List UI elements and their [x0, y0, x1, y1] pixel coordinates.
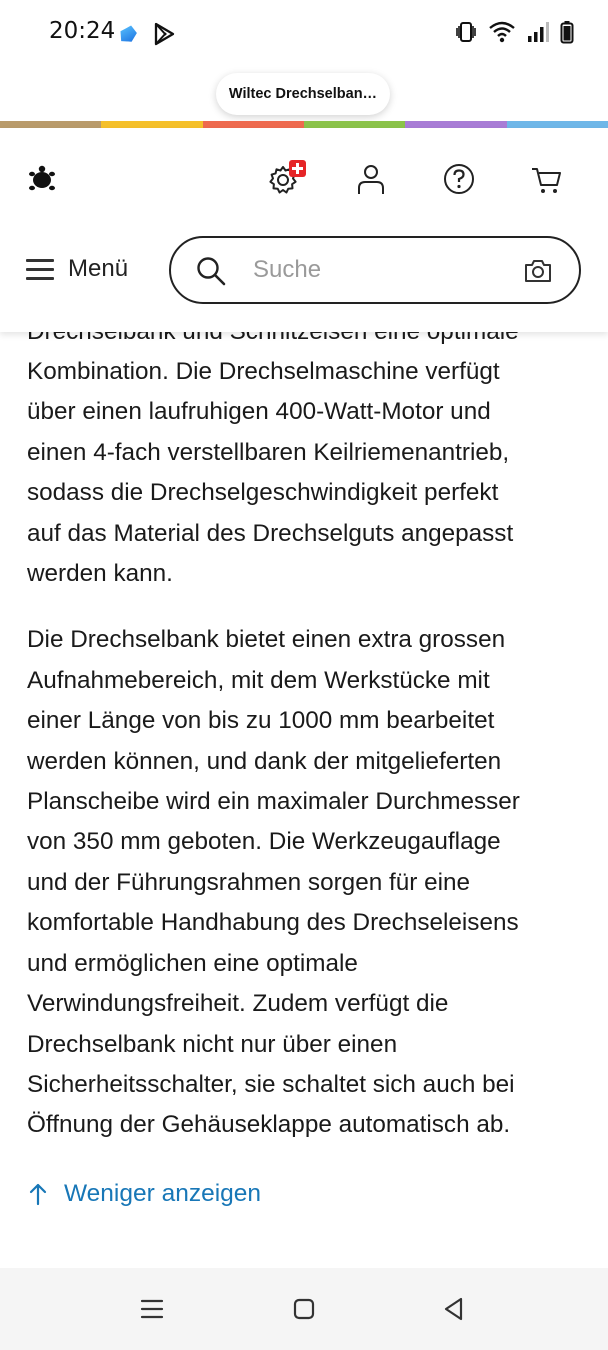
text-line: auf das Material des Drechselguts angepasst	[27, 519, 514, 547]
stripe-segment	[203, 121, 304, 128]
arrow-up-icon	[28, 1182, 48, 1206]
brand-color-stripe	[0, 121, 608, 128]
signal-icon	[526, 20, 550, 44]
stripe-segment	[405, 121, 506, 128]
home-icon[interactable]	[291, 1296, 317, 1322]
description-paragraph-1	[27, 352, 587, 594]
account-icon[interactable]	[354, 162, 388, 196]
text-line: komfortable Handhabung des Drechseleisens	[27, 909, 519, 937]
text-line: Drechselbank nicht nur über einen	[27, 1030, 398, 1058]
battery-icon	[560, 20, 574, 44]
back-icon[interactable]	[441, 1296, 467, 1322]
text-line: einer Länge von bis zu 1000 mm bearbeitet	[27, 707, 495, 735]
text-line: sodass die Drechselgeschwindigkeit perfekt	[27, 479, 499, 507]
status-time: 20:24	[49, 18, 116, 44]
text-line: Die Drechselbank bietet einen extra grossen	[27, 626, 506, 654]
swiss-flag-icon	[289, 160, 306, 177]
vibrate-icon	[454, 20, 478, 44]
camera-icon[interactable]	[523, 256, 553, 286]
product-description	[27, 312, 587, 1146]
wifi-icon	[488, 20, 516, 44]
tab-title[interactable]: Wiltec Drechselban…	[216, 73, 390, 115]
status-bar	[0, 0, 608, 68]
site-header	[0, 128, 608, 332]
text-line: werden können, und dank der mitgelieferten	[27, 747, 502, 775]
stripe-segment	[101, 121, 202, 128]
text-line: Aufnahmebereich, mit dem Werkstücke mit	[27, 666, 490, 694]
text-line: werden kann.	[27, 560, 173, 588]
search-input[interactable]	[169, 236, 581, 304]
text-line: Planscheibe wird ein maximaler Durchmesser	[27, 788, 520, 816]
recents-icon[interactable]	[139, 1296, 165, 1322]
text-line: von 350 mm geboten. Die Werkzeugauflage	[27, 828, 501, 856]
search-placeholder: Suche	[253, 256, 322, 283]
text-line: und ermöglichen eine optimale	[27, 949, 358, 977]
hamburger-icon	[26, 259, 54, 279]
text-line: einen 4-fach verstellbaren Keilriemenantrieb,	[27, 438, 510, 466]
turtle-logo-icon[interactable]	[27, 164, 57, 194]
show-less-label: Weniger anzeigen	[64, 1180, 262, 1207]
menu-label: Menü	[68, 255, 129, 282]
search-icon[interactable]	[195, 255, 227, 287]
text-line: Verwindungsfreiheit. Zudem verfügt die	[27, 990, 449, 1018]
stripe-segment	[0, 121, 101, 128]
text-line: Kombination. Die Drechselmaschine verfügt	[27, 358, 500, 385]
stripe-segment	[304, 121, 405, 128]
stripe-segment	[507, 121, 608, 128]
text-line: über einen laufruhigen 400-Watt-Motor und	[27, 398, 491, 426]
menu-button[interactable]	[26, 252, 128, 286]
play-store-icon	[152, 22, 176, 46]
description-paragraph-2	[27, 620, 587, 1145]
help-icon[interactable]	[442, 162, 476, 196]
app-notification-icon	[118, 24, 138, 44]
system-nav-bar	[0, 1268, 608, 1350]
text-line: Sicherheitsschalter, sie schaltet sich auch bei	[27, 1070, 515, 1098]
cart-icon[interactable]	[530, 162, 564, 196]
show-less-link[interactable]	[28, 1180, 261, 1208]
text-line: und der Führungsrahmen sorgen für eine	[27, 868, 471, 896]
text-line: Öffnung der Gehäuseklappe automatisch ab.	[27, 1111, 511, 1139]
